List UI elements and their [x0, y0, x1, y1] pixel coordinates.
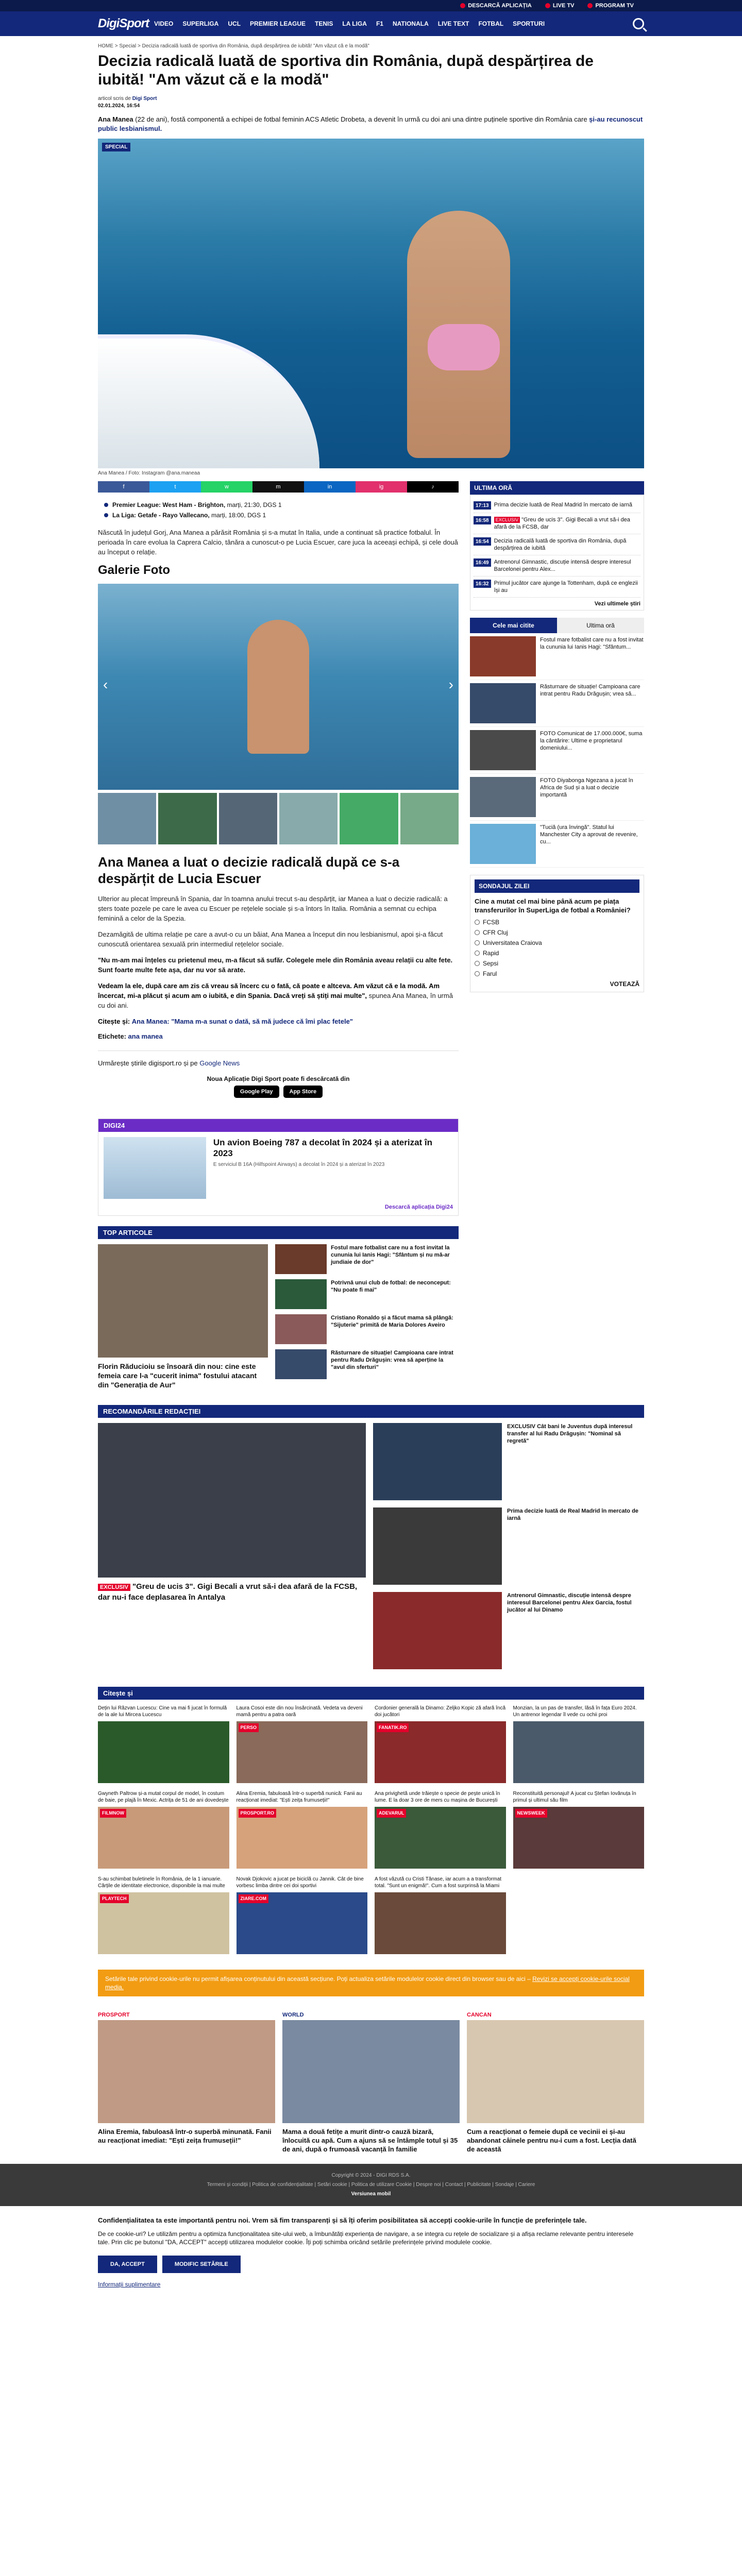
tab-latest[interactable]: Ultima oră — [557, 618, 644, 633]
gallery-thumb[interactable] — [279, 793, 338, 844]
list-item[interactable]: 16:58 EXCLUSIV "Greu de ucis 3". Gigi Becali a vrut să-i dea afară de la FCSB, dar — [474, 513, 640, 534]
tags: Etichete: ana manea — [98, 1032, 163, 1040]
nav-item[interactable]: NATIONALA — [392, 20, 429, 27]
search-icon[interactable] — [633, 18, 644, 29]
list-item[interactable]: Răsturnare de situație! Campioana care intrat pentru Radu Drăgușin: vrea să aperține la "avul din sferturi" — [275, 1349, 459, 1379]
chevron-right-icon[interactable]: › — [448, 676, 453, 692]
list-item[interactable]: 17:13 Prima decizie luată de Real Madrid în mercato de iarnă — [474, 498, 640, 513]
digi24-title[interactable]: Un avion Boeing 787 a decolat în 2024 și a aterizat în 2023 — [213, 1138, 433, 1158]
poll-title: SONDAJUL ZILEI — [475, 879, 639, 893]
accept-button[interactable]: DA, ACCEPT — [98, 2256, 157, 2273]
list-item[interactable]: Alina Eremia, fabuloasă într-o superbă nunică: Fanii au reacționat imediat: "Ești zeița frumuseții!" PROSPORT.RO — [237, 1790, 368, 1869]
digi24-download-link[interactable]: Descarcă aplicația Digi24 — [384, 1204, 453, 1210]
nav-item[interactable]: VIDEO — [154, 20, 174, 27]
top-articles-label: TOP ARTICOLE — [98, 1226, 459, 1239]
app-download: Noua Aplicație Digi Sport poate fi descărcată din Google Play App Store — [98, 1075, 459, 1098]
poll-option[interactable]: Rapid — [475, 950, 639, 957]
gallery-thumb[interactable] — [400, 793, 459, 844]
list-item[interactable]: 16:54 Decizia radicală luată de sportiva din România, după despărțirea de iubită — [474, 534, 640, 555]
read-also: Citește și: Ana Manea: "Mama m-a sunat o dată, să mă judece că îmi plac fetele" — [98, 1018, 353, 1025]
list-item[interactable]: Prima decizie luată de Real Madrid în mercato de iarnă — [373, 1507, 644, 1585]
main-column — [98, 481, 459, 1113]
sidebar-tabs — [470, 618, 644, 633]
read-also-section — [98, 1687, 644, 1959]
nav-item[interactable]: F1 — [376, 20, 383, 27]
most-read-list — [470, 633, 644, 868]
gallery-title: Galerie Foto — [98, 563, 171, 577]
program-tv-link[interactable]: PROGRAM TV — [587, 3, 634, 9]
list-item[interactable]: Răsturnare de situație! Campioana care intrat pentru Radu Drăgușin; vrea să... — [470, 680, 644, 727]
vote-button[interactable]: VOTEAZĂ — [610, 980, 639, 988]
byline: articol scris de Digi Sport — [98, 96, 157, 101]
breadcrumb[interactable]: HOME > Special > Decizia radicală luată de sportiva din România, după despărțirea de iubită! "Am văzut că e la modă" — [98, 43, 369, 49]
list-item[interactable]: FOTO Diyabonga Ngezana a jucat în Africa de Sud și a luat o decizie importantă — [470, 774, 644, 821]
latest-news-title: ULTIMA ORĂ — [470, 481, 644, 495]
consent-body: De ce cookie-uri? Le utilizăm pentru a optimiza funcționalitatea site-ului web, a îmbunătăți experiența de navigare, a se integra cu rețele de socializare și a afișa reclame relevante pentru interesele tale. Prin clic pe butonul "DA, ACCEPT" accepți utilizarea modulelor cookie. Îți poți schimba oricând setările preferințele privind modulele cookie. — [98, 2230, 634, 2246]
paragraph: Ulterior au plecat împreună în Spania, dar în toamna anului trecut s-au despărțit, iar Manea a luat o decizie radicală: a șters toate pozele pe care le avea cu Escuer pe rețelele sociale și s-a întors în Italia. România a semnat cu echipa feminină a celor de la Spezia. — [98, 895, 448, 922]
list-item[interactable]: WORLD Mama a două fetițe a murit dintr-o cauză bizară, înlocuită cu apă. Cum a ajuns să se întâmple totul și 35 de ani, după o frumoasă vacanță în familie — [282, 2012, 460, 2154]
nav-item[interactable]: LA LIGA — [342, 20, 367, 27]
poll-question: Cine a mutat cel mai bine până acum pe piața transferurilor în SuperLiga de fotbal a României? — [475, 897, 631, 914]
more-info-link[interactable]: Informații suplimentare — [98, 2281, 161, 2288]
list-item[interactable]: 16:32 Primul jucător care ajunge la Tottenham, după ce englezii își au — [474, 577, 640, 598]
read-also-label: Citește și — [98, 1687, 644, 1700]
app-store-button[interactable]: App Store — [283, 1086, 323, 1098]
instagram-icon[interactable]: ig — [356, 481, 407, 493]
list-item[interactable]: Reconstituită personajul! A jucat cu Ștefan Iovănuța în primul și ultimul său film NEWSWEEK — [513, 1790, 645, 1869]
match-item[interactable]: Premier League: West Ham - Brighton, marți, 21:30, DGS 1 — [104, 500, 459, 510]
poll-option[interactable]: CFR Cluj — [475, 929, 639, 936]
list-item[interactable]: "Tuciă (ura învingă". Statul lui Manchester City a aprovat de revenire, cu... — [470, 821, 644, 868]
list-item[interactable]: Fostul mare fotbalist care nu a fost invitat la cununia lui Ianis Hagi: "Sfântum... — [470, 633, 644, 680]
partner-articles — [98, 2012, 644, 2154]
article-title: Decizia radicală luată de sportiva din România, după despărțirea de iubită! "Am văzut că e la modă" — [98, 53, 594, 88]
poll-option[interactable]: Farul — [475, 970, 639, 977]
lead-link[interactable]: și-au recunoscut public lesbianismul. — [98, 115, 643, 132]
footer: Copyright © 2024 - DIGI RDS S.A. Termeni și condiții | Politica de confidențialitate | Setări cookie | Politica de utilizare Cookie | Despre noi | Contact | Publicitate | Sondaje | Cariere Versiunea mobil — [0, 2164, 742, 2206]
quote: "Nu m-am mai înțeles cu prietenul meu, m-a făcut să sufăr. Colegele mele din România aveau relații cu alte fete. Sunt foarte multe fete așa, dar nu vor să arate. — [98, 956, 453, 974]
gallery-thumb[interactable] — [219, 793, 277, 844]
poll-option[interactable]: Universitatea Craiova — [475, 939, 639, 946]
list-item[interactable]: A fost văzută cu Cristi Tănase, iar acum a a transformat total. "Sunt un enigmă!". Cum a fost surprinsă la Miami — [375, 1876, 506, 1954]
nav-item[interactable]: SUPERLIGA — [182, 20, 219, 27]
list-item[interactable]: FOTO Comunicat de 17.000.000€, suma la cântărire: Ultime e proprietarul domeniului... — [470, 727, 644, 774]
digi24-box: DIGI24 Un avion Boeing 787 a decolat în 2024 și a aterizat în 2023 E serviciul B 16A (Hilfspoint Airways) a decolat în 2024 și a aterizat în 2023 Descarcă aplicația Digi24 — [98, 1118, 459, 1216]
article-subtitle: Ana Manea a luat o decizie radicală după ce s-a despărțit de Lucia Escuer — [98, 854, 400, 886]
list-item[interactable]: EXCLUSIV Cât bani le Juventus după interesul transfer al lui Radu Drăgușin: "Nominal să regretă" — [373, 1423, 644, 1500]
gallery-photo — [247, 620, 309, 754]
article-date: 02.01.2024, 16:54 — [98, 103, 140, 109]
list-item[interactable]: Potrivnă unui club de fotbal: de neconceput: "Nu poate fi mai" — [275, 1279, 459, 1309]
match-item[interactable]: La Liga: Getafe - Rayo Vallecano, marți, 18:00, DGS 1 — [104, 510, 459, 520]
nav-item[interactable]: LIVE TEXT — [437, 20, 469, 27]
list-item[interactable]: Ana privighetă unde trăiește o specie de pește unică în lume. E la doar 3 ore de mers cu mașina de București ADEVARUL — [375, 1790, 506, 1869]
linkedin-icon[interactable]: in — [304, 481, 356, 493]
sidebar — [470, 481, 644, 1113]
hero-image — [98, 139, 644, 468]
cookie-notice: Setările tale privind cookie-urile nu permit afișarea conținutului din această secțiune. Poți actualiza setările modulelor cookie direct din browser sau de aici – Revizi se accepți cookie-urile social media. — [98, 1970, 644, 1996]
list-item[interactable]: CANCAN Cum a reacționat o femeie după ce vecinii ei și-au abandonat câinele pentru nu-i cum a fost. Lecția dată de această — [467, 2012, 644, 2154]
list-item[interactable]: Antrenorul Gimnastic, discuție intensă despre interesul Barcelonei pentru Alex Garcia, fostul jucător al lui Dinamo — [373, 1592, 644, 1669]
latest-news-list — [470, 495, 644, 611]
twitter-icon[interactable]: t — [149, 481, 201, 493]
author-link[interactable]: Digi Sport — [132, 96, 157, 101]
share-bar — [98, 481, 459, 493]
nav-item[interactable]: TENIS — [315, 20, 333, 27]
live-tv-link[interactable]: LIVE TV — [545, 3, 575, 9]
list-item[interactable]: Laura Cosoi este din nou însărcinată. Vedeta va deveni mamă pentru a patra oară PERSO — [237, 1705, 368, 1783]
list-item[interactable]: Cristiano Ronaldo și a făcut mama să plângă: "Sijuterie" primită de Maria Dolores Aveiro — [275, 1314, 459, 1344]
photo-gallery[interactable] — [98, 584, 459, 790]
whatsapp-icon[interactable]: w — [201, 481, 252, 493]
digi24-label: DIGI24 — [98, 1119, 458, 1132]
tiktok-icon[interactable]: ♪ — [407, 481, 459, 493]
main-header — [0, 11, 742, 36]
article-lead: Ana Manea (22 de ani), fostă componentă a echipei de fotbal feminin ACS Atletic Drobeta, a devenit în urmă cu doi ani una dintre puținele sportive din România care și-au recunoscut public lesbianismul. — [98, 115, 643, 132]
list-item[interactable]: Monzian, la un pas de transfer, lăsă în fața Euro 2024. Un antrenor legendar îl vede cu ochii proi — [513, 1705, 645, 1783]
poll-option[interactable]: FCSB — [475, 919, 639, 926]
gallery-thumb[interactable] — [158, 793, 216, 844]
site-logo[interactable]: DigiSport — [98, 16, 149, 30]
tag-link[interactable]: ana manea — [128, 1032, 163, 1040]
more-news-link[interactable]: Vezi ultimele știri — [594, 601, 640, 607]
tab-most-read[interactable]: Cele mai citite — [470, 618, 557, 633]
quote: Vedeam la ele, după care am zis că vreau să încerc cu o fată, că poate e altceva. Am văzut că e la modă. Am încercat, mi-a plăcut și acum am o iubită, e din Spania. Dacă vreți să știți mai multe", spunea Ana Manea, în urmă cu doi ani. — [98, 982, 453, 1009]
nav-item[interactable]: PREMIER LEAGUE — [250, 20, 306, 27]
swimsuit-shape — [428, 324, 500, 370]
paragraph: Dezamăgită de ultima relație pe care a avut-o cu un băiat, Ana Manea a început din nou lesbianismul, apoi și-a făcut cunoscută orientarea sexuală prin intermediul rețelelor sociale. — [98, 930, 443, 948]
nav-item[interactable]: FOTBAL — [478, 20, 504, 27]
cookie-consent — [98, 2206, 644, 2319]
messenger-icon[interactable]: m — [252, 481, 304, 493]
chevron-left-icon[interactable]: ‹ — [103, 676, 108, 692]
gallery-thumb[interactable] — [340, 793, 398, 844]
list-item[interactable]: Fostul mare fotbalist care nu a fost invitat la cununia lui Ianis Hagi: "Sfântum și nu mă-ar jundiaie de dor" — [275, 1244, 459, 1274]
list-item[interactable]: Cordonier generală la Dinamo: Zeljko Kopic ză afară încă doi jucători FANATIK.RO — [375, 1705, 506, 1783]
list-item[interactable]: S-au schimbat buletinele în România, de la 1 ianuarie. Cărțile de identitate electronice, disponibile la mai multe PLAYTECH — [98, 1876, 229, 1954]
download-app-link[interactable]: DESCARCĂ APLICAȚIA — [460, 3, 532, 9]
list-item[interactable]: 16:49 Antrenorul Gimnastic, discuție intensă despre interesul Barcelonei pentru Alex... — [474, 555, 640, 577]
modify-settings-button[interactable]: MODIFIC SETĂRILE — [162, 2256, 241, 2273]
consent-title: Confidențialitatea ta este importantă pentru noi. Vrem să fim transparenți și să îți oferim posibilitatea să accepți cookie-urile în funcție de preferințele tale. — [98, 2216, 587, 2224]
list-item[interactable]: Dețin lui Răzvan Lucescu: Cine va mai fi jucat în formulă de la ale lui Mircea Lucescu — [98, 1705, 229, 1783]
image-caption: Ana Manea / Foto: Instagram @ana.maneaa — [98, 470, 200, 476]
cookie-notice-link[interactable]: Revizi se accepți cookie-urile social media. — [105, 1975, 630, 1991]
editor-pick-main[interactable]: EXCLUSIV "Greu de ucis 3". Gigi Becali a vrut să-i dea afară de la FCSB, dar nu-i face deplasarea în Antalya — [98, 1423, 366, 1676]
gallery-thumb[interactable] — [98, 793, 156, 844]
list-item[interactable]: Novak Djokovic a jucat pe biciclă cu Jannik. Cât de bine vorbesc limba dintre cei doi sportivi ZIARE.COM — [237, 1876, 368, 1954]
plane-image[interactable] — [104, 1137, 206, 1199]
google-play-button[interactable]: Google Play — [234, 1086, 279, 1098]
facebook-icon[interactable]: f — [98, 481, 149, 493]
poll-option[interactable]: Sepsi — [475, 960, 639, 967]
gallery-thumbs — [98, 793, 459, 844]
page-content — [98, 36, 644, 2154]
nav-item[interactable]: SPORTURI — [513, 20, 545, 27]
editor-picks — [98, 1405, 644, 1682]
read-also-link[interactable]: Ana Manea: "Mama m-a sunat o dată, să mă judece că îmi plac fetele" — [131, 1018, 353, 1025]
footer-links[interactable]: Termeni și condiții | Politica de confidențialitate | Setări cookie | Politica de utilizare Cookie | Despre noi | Contact | Publicitate | Sondaje | Cariere — [207, 2182, 535, 2188]
nav-item[interactable]: UCL — [228, 20, 241, 27]
daily-poll — [470, 875, 644, 992]
follow-google-news: Urmărește știrile digisport.ro și pe Google News — [98, 1050, 459, 1067]
paragraph: Născută în județul Gorj, Ana Manea a părăsit România și s-a mutat în Italia, unde a continuat să practice fotbalul. În perioada în care evolua la Caprera Calcio, tânăra a cunoscut-o pe Lucia Escuer, care juca la aceeași echipă, și cele două au început o relație. — [98, 529, 458, 556]
match-list — [98, 500, 459, 520]
main-nav — [149, 11, 633, 36]
editor-picks-label: RECOMANDĂRILE REDACȚIEI — [98, 1405, 644, 1418]
google-news-link[interactable]: Google News — [199, 1059, 240, 1067]
mobile-version-link[interactable]: Versiunea mobil — [351, 2191, 391, 2197]
boat-shape — [98, 334, 319, 468]
top-strip — [0, 0, 742, 11]
list-item[interactable]: PROSPORT Alina Eremia, fabuloasă într-o superbă minunată. Fanii au reacționat imediat: "Ești zeița frumuseții!" — [98, 2012, 275, 2154]
top-article-main[interactable]: Florin Răducioiu se însoară din nou: cine este femeia care l-a "cucerit inima" fostului atacant din "Generația de Aur" — [98, 1244, 268, 1389]
top-articles — [98, 1226, 459, 1395]
list-item[interactable]: Gwyneth Paltrow și-a mutat corpul de model, în costum de baie, pe plajă în Mexic. Actrița de 51 de ani dovedește FILMNOW — [98, 1790, 229, 1869]
special-badge: SPECIAL — [102, 143, 130, 151]
